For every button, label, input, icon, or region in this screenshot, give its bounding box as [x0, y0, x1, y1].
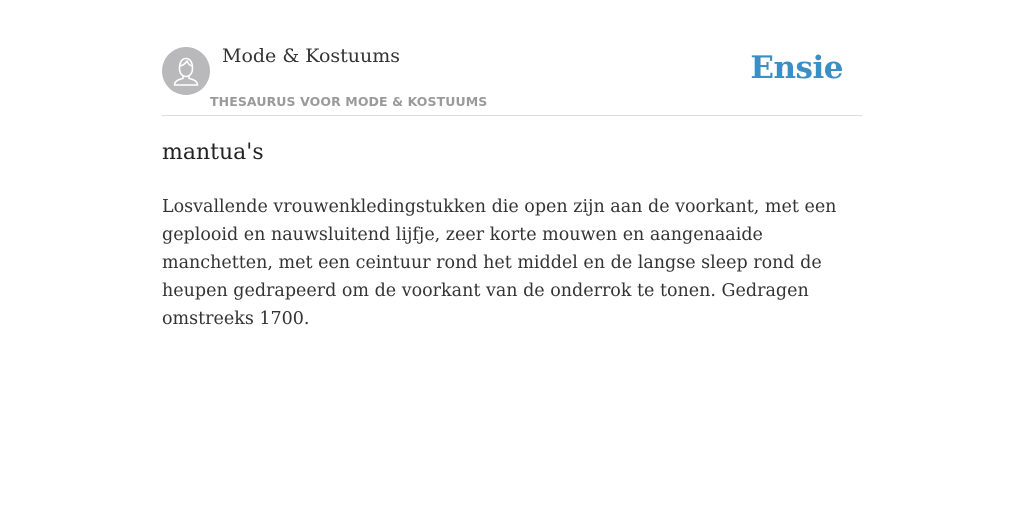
- brand-logo[interactable]: Ensie: [750, 50, 843, 86]
- site-title[interactable]: Mode & Kostuums: [222, 45, 401, 67]
- entry-definition: Losvallende vrouwenkledingstukken die open zijn aan de voorkant, met een geplooid en nauwsluitend lijfje, zeer korte mouwen en aangenaaide manchetten, met een ceintuur rond het middel en de langse sleep rond de heupen gedrapeerd om de voorkant van de onderrok te tonen. Gedragen omstreeks 1700.: [162, 197, 837, 329]
- page-header: [162, 0, 862, 116]
- user-silhouette-icon: [162, 47, 210, 95]
- site-subtitle: THESAURUS VOOR MODE & KOSTUUMS: [210, 94, 488, 109]
- entry-term: mantua's: [162, 140, 264, 165]
- avatar[interactable]: [162, 47, 210, 95]
- entry-card: [162, 0, 862, 329]
